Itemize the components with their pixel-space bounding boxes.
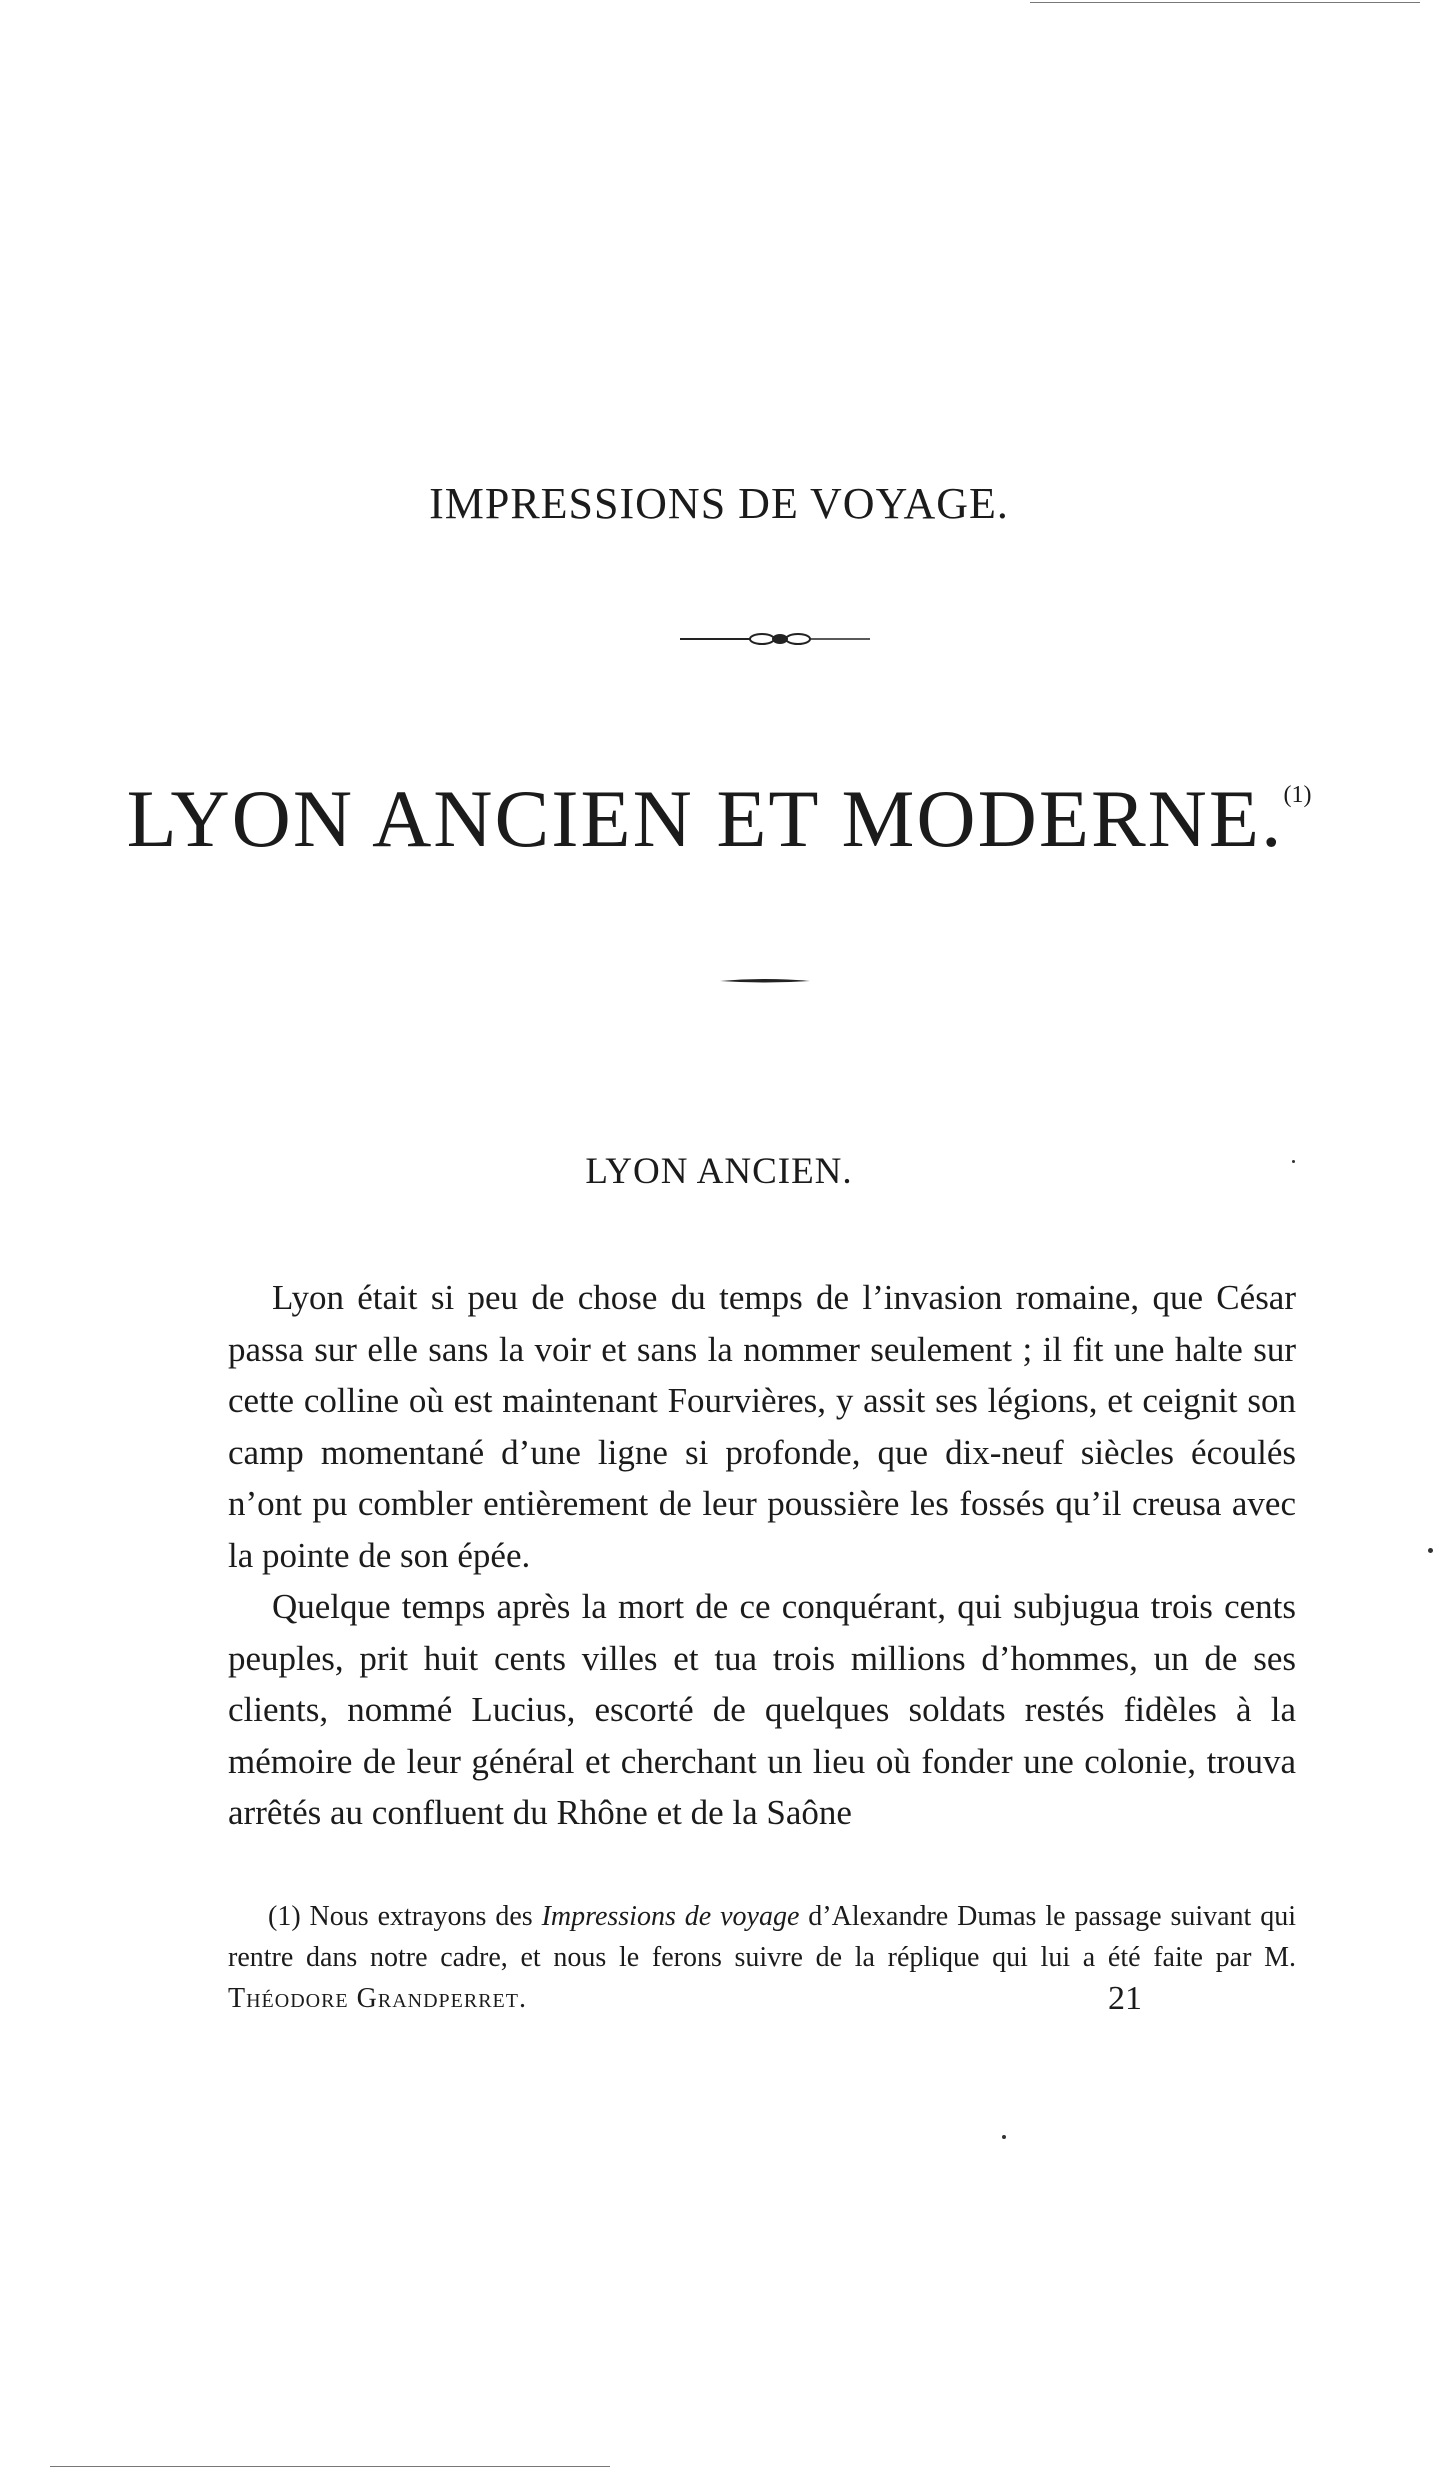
scan-edge-mark (1030, 2, 1420, 3)
ornament-divider (680, 624, 870, 654)
chapter-title (0, 772, 1438, 866)
footnote-text-3: . (519, 1983, 526, 2014)
paragraph-2: Quelque temps après la mort de ce conquérant, qui subjugua trois cents peuples, prit huit cents villes et tua trois millions d’hommes, un de ses clients, nommé Lucius, escorté de quelques soldats restés fidèles à la mémoire de leur général et cherchant un lieu où fonder une colonie, trouva arrêtés au confluent du Rhône et de la Saône (228, 1587, 1296, 1832)
footnote-author: Théodore Grandperret (228, 1983, 519, 2014)
short-rule (720, 976, 810, 986)
footnote-marker: (1) (268, 1901, 301, 1932)
body-text (228, 1272, 1296, 1839)
scan-edge-mark (50, 2466, 610, 2467)
section-heading: LYON ANCIEN. (585, 1151, 853, 1192)
scan-speck (1428, 1548, 1433, 1553)
signature-mark: 21 (1108, 1980, 1142, 2017)
chapter-title-text: LYON ANCIEN ET MODERNE. (126, 773, 1284, 864)
scan-speck (1292, 1160, 1295, 1163)
footnote-text-1: Nous extrayons des (300, 1901, 542, 1932)
title-note-ref: (1) (1283, 782, 1312, 808)
running-head: IMPRESSIONS DE VOYAGE. (429, 479, 1009, 528)
paragraph-1: Lyon était si peu de chose du temps de l’invasion romaine, que César passa sur elle sans la voir et sans la nommer seulement ; il fit une halte sur cette colline où est maintenant Fourvières, y assit ses légions, et ceignit son camp momentané d’une ligne si profonde, que dix-neuf siècles écoulés n’ont pu combler entièrement de leur poussière les fossés qu’il creusa avec la pointe de son épée. (228, 1278, 1296, 1575)
footnote-work-title: Impressions de voyage (541, 1901, 800, 1932)
scan-speck (1002, 2135, 1006, 2139)
footnote-text-2: d’Alexandre Dumas le passage suivant qui rentre dans notre cadre, et nous le ferons suivre de la réplique qui lui a été faite par M. (228, 1901, 1297, 1973)
